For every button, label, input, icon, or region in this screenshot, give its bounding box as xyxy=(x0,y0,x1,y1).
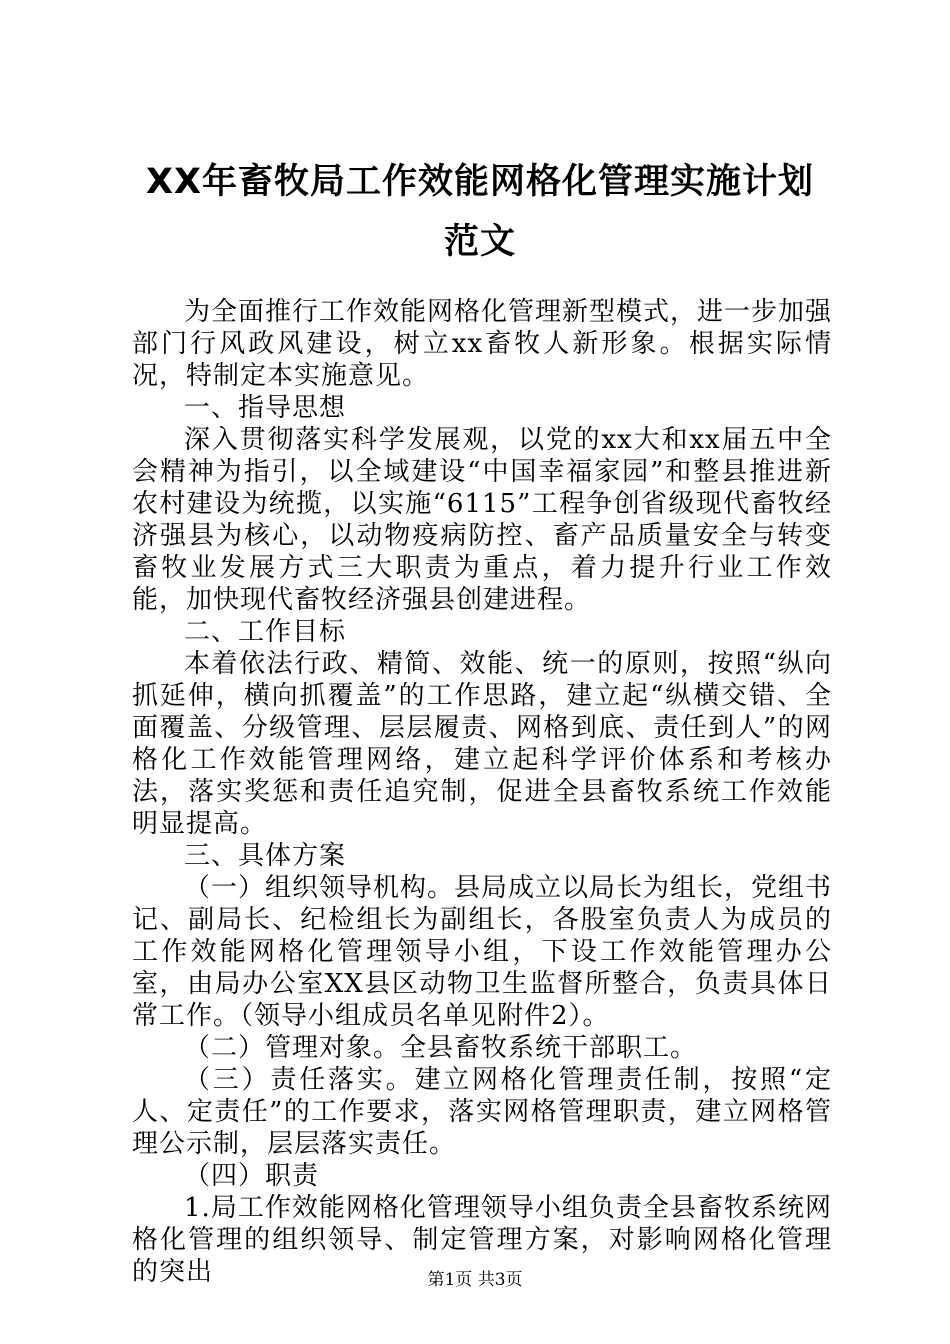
heading-specific-plan: 三、具体方案 xyxy=(184,841,347,871)
page-footer: 第1页 共3页 xyxy=(427,1270,523,1290)
heading-guiding-thought: 一、指导思想 xyxy=(184,393,347,423)
paragraph-responsibility: （三）责任落实。建立网格化管理责任制，按照“定人、定责任”的工作要求，落实网格管理职责，建立网格管理公示制，层层落实责任。 xyxy=(132,1065,832,1159)
paragraph-organization: （一）组织领导机构。县局成立以局长为组长，党组书记、副局长、纪检组长为副组长，各股室负责人为成员的工作效能网格化管理领导小组，下设工作效能管理办公室，由局办公室XX县区动物卫生监督所整合，负责具体日常工作。（领导小组成员名单见附件2）。 xyxy=(132,873,833,1031)
heading-work-goals: 二、工作目标 xyxy=(184,617,347,647)
paragraph-guiding-thought: 深入贯彻落实科学发展观，以党的xx大和xx届五中全会精神为指引，以全域建设“中国幸福家园”和整县推进新农村建设为统揽，以实施“6115”工程争创省级现代畜牧经济强县为核心，以动物疫病防控、畜产品质量安全与转变畜牧业发展方式三大职责为重点，着力提升行业工作效能，加快现代畜牧经济强县创建进程。 xyxy=(132,425,832,615)
paragraph-management-target: （二）管理对象。全县畜牧系统干部职工。 xyxy=(184,1033,698,1063)
heading-duties: （四）职责 xyxy=(184,1161,320,1191)
document-body xyxy=(132,296,832,1288)
document-title: XX年畜牧局工作效能网格化管理实施计划范文 xyxy=(146,162,814,262)
paragraph-intro: 为全面推行工作效能网格化管理新型模式，进一步加强部门行风政风建设，树立xx畜牧人新形象。根据实际情况，特制定本实施意见。 xyxy=(132,297,833,391)
paragraph-work-goals: 本着依法行政、精简、效能、统一的原则，按照“纵向抓延伸，横向抓覆盖”的工作思路，建立起“纵横交错、全面覆盖、分级管理、层层履责、网格到底、责任到人”的网格化工作效能管理网络，建立起科学评价体系和考核办法，落实奖惩和责任追究制，促进全县畜牧系统工作效能明显提高。 xyxy=(132,649,832,839)
paragraph-duty-1: 1.局工作效能网格化管理领导小组负责全县畜牧系统网格化管理的组织领导、制定管理方案，对影响网格化管理的突出 xyxy=(132,1193,832,1287)
